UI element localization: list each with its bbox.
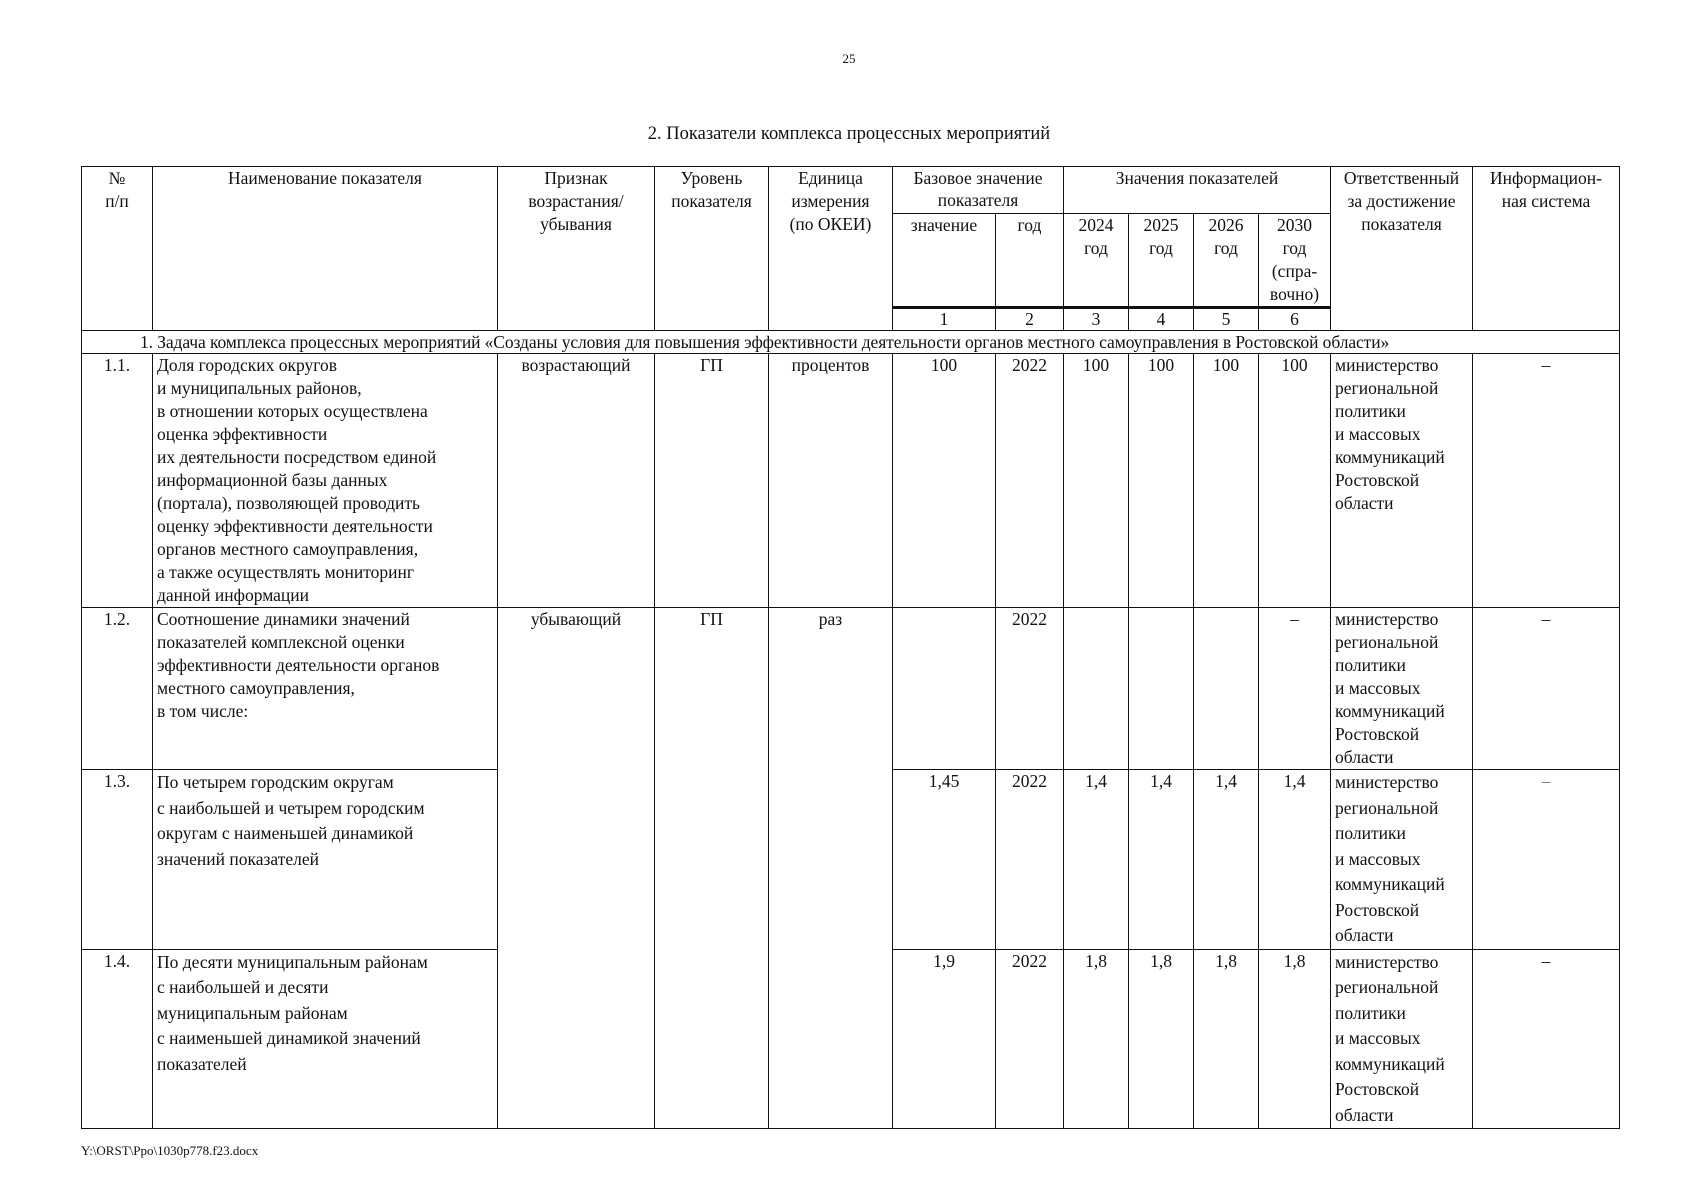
value-2026-cell (1194, 608, 1259, 770)
trend-cell: убывающий (498, 608, 655, 1129)
header-info-system: Информацион- ная система (1473, 167, 1620, 331)
header-year-2025: 2025 год (1129, 214, 1194, 308)
unit-cell: процентов (769, 354, 893, 608)
base-value-cell: 100 (893, 354, 996, 608)
info-system-cell: – (1473, 770, 1620, 950)
column-number: 1 (893, 308, 996, 331)
indicator-name: Доля городских округов и муниципальных районов, в отношении которых осуществлена оценка эффективности их деятельности посредством единой информационной базы данных (портала), позволяющей проводить оценку эффективности деятельности органов местного самоуправления, а также осуществлять мониторинг данной информации (153, 354, 498, 608)
header-base-group: Базовое значение показателя (893, 167, 1064, 214)
header-year-2024: 2024 год (1064, 214, 1129, 308)
row-number: 1.3. (82, 770, 153, 950)
value-2030-cell: 100 (1259, 354, 1331, 608)
table-row (82, 354, 1620, 608)
base-year-cell: 2022 (996, 770, 1064, 950)
row-number: 1.4. (82, 949, 153, 1129)
value-2030-cell: 1,4 (1259, 770, 1331, 950)
value-2024-cell: 1,4 (1064, 770, 1129, 950)
header-year-2026: 2026 год (1194, 214, 1259, 308)
header-responsible: Ответственный за достижение показателя (1331, 167, 1473, 331)
value-2024-cell: 100 (1064, 354, 1129, 608)
row-number: 1.2. (82, 608, 153, 770)
info-system-cell: – (1473, 949, 1620, 1129)
value-2026-cell: 100 (1194, 354, 1259, 608)
value-2025-cell: 1,4 (1129, 770, 1194, 950)
header-row-1 (82, 167, 1620, 214)
header-trend: Признак возрастания/ убывания (498, 167, 655, 331)
footer-file-path: Y:\ORST\Ppo\1030p778.f23.docx (81, 1143, 259, 1158)
responsible-cell: министерство региональной политики и массовых коммуникаций Ростовской области (1331, 949, 1473, 1129)
level-cell: ГП (655, 354, 769, 608)
info-system-cell: – (1473, 354, 1620, 608)
column-number: 4 (1129, 308, 1194, 331)
column-number: 5 (1194, 308, 1259, 331)
header-base-year: год (996, 214, 1064, 308)
responsible-cell: министерство региональной политики и массовых коммуникаций Ростовской области (1331, 354, 1473, 608)
trend-cell: возрастающий (498, 354, 655, 608)
base-value-cell (893, 608, 996, 770)
header-unit: Единица измерения (по ОКЕИ) (769, 167, 893, 331)
base-value-cell: 1,45 (893, 770, 996, 950)
value-2025-cell (1129, 608, 1194, 770)
responsible-cell: министерство региональной политики и массовых коммуникаций Ростовской области (1331, 770, 1473, 950)
task-heading: 1. Задача комплекса процессных мероприятий «Созданы условия для повышения эффективности деятельности органов местного самоуправления в Ростовской области» (82, 331, 1620, 354)
column-number: 2 (996, 308, 1064, 331)
value-2026-cell: 1,4 (1194, 770, 1259, 950)
value-2024-cell (1064, 608, 1129, 770)
base-year-cell: 2022 (996, 354, 1064, 608)
indicator-name: По десяти муниципальным районам с наибольшей и десяти муниципальным районам с наименьшей динамикой значений показателей (153, 949, 498, 1129)
indicator-name: По четырем городским округам с наибольшей и четырем городским округам с наименьшей динамикой значений показателей (153, 770, 498, 950)
table-row (82, 608, 1620, 770)
unit-cell: раз (769, 608, 893, 1129)
value-2025-cell: 100 (1129, 354, 1194, 608)
task-row (82, 331, 1620, 354)
level-cell: ГП (655, 608, 769, 1129)
section-title: 2. Показатели комплекса процессных мероприятий (647, 124, 1051, 144)
header-values-group: Значения показателей (1064, 167, 1331, 214)
column-number: 6 (1259, 308, 1331, 331)
page-number: 25 (842, 51, 856, 66)
header-base-value: значение (893, 214, 996, 308)
value-2026-cell: 1,8 (1194, 949, 1259, 1129)
base-year-cell: 2022 (996, 608, 1064, 770)
header-indicator-name: Наименование показателя (153, 167, 498, 331)
column-number: 3 (1064, 308, 1129, 331)
indicator-name: Соотношение динамики значений показателей комплексной оценки эффективности деятельности органов местного самоуправления, в том числе: (153, 608, 498, 770)
info-system-cell: – (1473, 608, 1620, 770)
header-year-2030: 2030 год (спра- вочно) (1259, 214, 1331, 308)
value-2025-cell: 1,8 (1129, 949, 1194, 1129)
base-year-cell: 2022 (996, 949, 1064, 1129)
responsible-cell: министерство региональной политики и массовых коммуникаций Ростовской области (1331, 608, 1473, 770)
header-level: Уровень показателя (655, 167, 769, 331)
header-num: № п/п (82, 167, 153, 331)
indicators-table (81, 166, 1620, 1129)
value-2030-cell: – (1259, 608, 1331, 770)
base-value-cell: 1,9 (893, 949, 996, 1129)
value-2024-cell: 1,8 (1064, 949, 1129, 1129)
row-number: 1.1. (82, 354, 153, 608)
value-2030-cell: 1,8 (1259, 949, 1331, 1129)
